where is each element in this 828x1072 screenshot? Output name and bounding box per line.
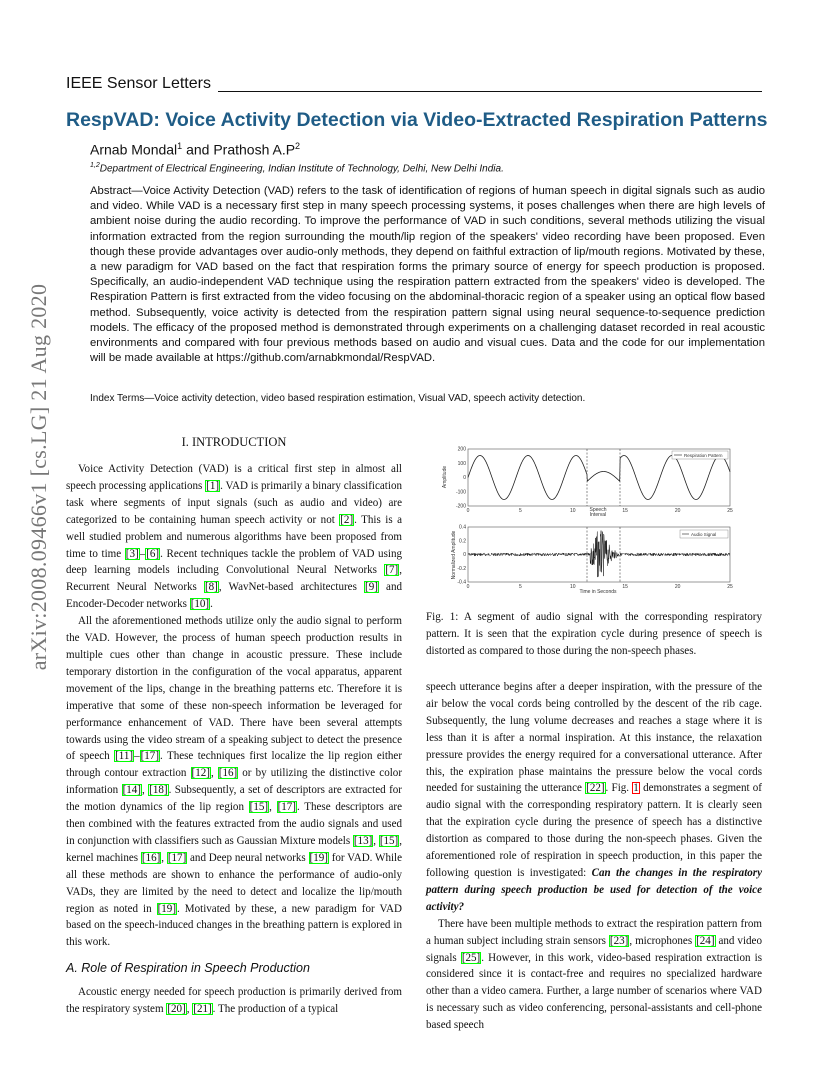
header-rule — [218, 91, 762, 92]
citation-link[interactable]: [21] — [193, 1002, 212, 1015]
citation-link[interactable]: [25] — [461, 951, 481, 964]
respiration-x-tick-label: 5 — [519, 508, 522, 514]
citation-link[interactable]: [13] — [353, 834, 373, 847]
respiration-y-tick-label: 0 — [463, 475, 466, 481]
text: All the aforementioned methods utilize only the audio signal to perform the VAD. However, the process of human speech production results in multiple cues other than change in acoustic pressure. These include temporary distortion in the configuration of the vocal apparatus, apparent movement of the lips, change in the breathing patterns etc. Therefore it is imperative that some of these non-speech information be leveraged for performance enhancement of VAD. There have been several attempts towards using the video stream of a speaking subject to detect the presence of speech — [66, 615, 402, 763]
citation-link[interactable]: [24] — [696, 934, 715, 947]
citation-link[interactable]: [17] — [140, 750, 159, 763]
author-1-sup: 1 — [177, 141, 183, 151]
speech-interval-label-2: Interval — [589, 512, 607, 518]
audio-x-tick-label: 25 — [727, 584, 733, 590]
text: , — [269, 801, 277, 814]
text: – — [134, 750, 140, 763]
text: . Subsequently, a set of descriptors are extracted for the motion dynamics of the lip region — [66, 784, 402, 814]
citation-link[interactable]: [2] — [340, 513, 354, 526]
respiration-ylabel: Amplitude — [442, 465, 448, 489]
text: . — [210, 598, 213, 611]
affiliation — [90, 162, 504, 174]
figure-1-signal-plots — [440, 443, 740, 595]
audio-y-tick-label: -0.2 — [457, 565, 466, 572]
affiliation-sup: 1,2 — [90, 162, 100, 169]
figure-link[interactable]: 1 — [633, 782, 639, 795]
text: , — [373, 834, 379, 847]
citation-link[interactable]: [15] — [379, 834, 399, 847]
paper-title: RespVAD: Voice Activity Detection via Video-Extracted Respiration Patterns — [66, 109, 768, 131]
audio-y-tick-label: -0.4 — [457, 579, 466, 586]
citation-link[interactable]: [17] — [277, 801, 296, 814]
respiration-yticks — [456, 447, 466, 510]
text: . Fig. — [605, 782, 633, 795]
text: , kernel machines — [66, 834, 402, 864]
citation-link[interactable]: [8] — [204, 581, 218, 594]
respiration-legend-label: Respiration Pattern — [684, 453, 723, 458]
citation-link[interactable]: [22] — [586, 782, 605, 795]
respiration-y-tick-label: -100 — [455, 489, 466, 496]
audio-x-tick-label: 0 — [466, 584, 470, 590]
text: . Recent techniques tackle the problem of VAD using deep learning models including Convolutional Neural Networks — [66, 547, 402, 577]
text: , — [141, 784, 149, 797]
audio-x-tick-label: 5 — [519, 584, 522, 590]
author-2-sup: 2 — [295, 141, 301, 151]
citation-link[interactable]: [17] — [167, 851, 187, 864]
citation-link[interactable]: [23] — [609, 934, 629, 947]
author-2: Prathosh A.P — [213, 141, 296, 158]
affiliation-text: Department of Electrical Engineering, Indian Institute of Technology, Delhi, New Delhi India. — [99, 163, 504, 175]
citation-link[interactable]: [12] — [191, 767, 210, 780]
paragraph — [66, 984, 402, 1018]
subsection-heading-role-of-respiration: A. Role of Respiration in Speech Production — [66, 961, 310, 975]
citation-link[interactable]: [19] — [157, 902, 177, 915]
audio-yticks — [457, 525, 466, 586]
citation-link[interactable]: [19] — [309, 851, 328, 864]
audio-panel — [451, 525, 733, 596]
text: . VAD is primarily a binary classification task where segments of input signals (such as audio and video) are categorized to be containing human speech activity or not — [66, 479, 402, 526]
citation-link[interactable]: [11] — [115, 750, 134, 763]
citation-link[interactable]: [7] — [385, 564, 399, 577]
paragraph — [426, 679, 762, 916]
citation-link[interactable]: [15] — [249, 801, 269, 814]
audio-ylabel: Normalized Amplitude — [451, 530, 457, 580]
journal-name: IEEE Sensor Letters — [66, 75, 211, 92]
audio-y-tick-label: 0.4 — [459, 524, 466, 531]
figure-caption: Fig. 1: A segment of audio signal with the corresponding respiratory pattern. It is seen that the expiration cycle during presence of speech is distorted as compared to those during the non-speech phases. — [426, 611, 762, 657]
audio-legend-label: Audio Signal — [691, 532, 717, 537]
audio-x-tick-label: 20 — [674, 584, 681, 590]
authors — [90, 141, 300, 158]
abstract: Abstract—Voice Activity Detection (VAD) refers to the task of identification of regions of human speech in digital signals such as audio and video. While VAD is a necessary first step in many speech processing systems, it poses challenges when there are high levels of ambient noise during the audio recording. To improve the performance of VAD in such conditions, several methods utilizing the visual information extracted from the region surrounding the mouth/lip region of the speakers' video recording have been proposed. Even though these provide advantages over audio-only methods, they depend on faithful extraction of lip/mouth regions. Motivated by these, a new paradigm for VAD based on the fact that respiration forms the primary source of energy for speech production is proposed. Specifically, an audio-independent VAD technique using the respiration pattern extracted from the speakers' video is developed. The Respiration Pattern is first extracted from the video focusing on the abdominal-thoracic region of a speaker using an optical flow based method. Subsequently, voice activity is detected from the respiration pattern signal using neural sequence-to-sequence prediction models. The efficacy of the proposed method is demonstrated through experiments on a challenging dataset recorded in real acoustic environments and compared with four previous methods based on audio and visual cues. Data and the code for our implementation will be made available at https://github.com/arnabkmondal/RespVAD. — [90, 185, 765, 365]
research-question: Can the changes in the respiratory pattern during speech production be used for detection of the voice activity? — [426, 866, 762, 913]
section-heading-introduction: I. INTRODUCTION — [181, 435, 287, 449]
respiration-panel — [442, 447, 733, 519]
respiration-x-tick-label: 0 — [466, 508, 470, 514]
text: , — [186, 1002, 193, 1015]
text: , Recurrent Neural Networks — [66, 564, 402, 594]
audio-xlabel: Time in Seconds — [579, 589, 617, 595]
citation-link[interactable]: [1] — [206, 479, 220, 492]
text: . These techniques first localize the lip region either through contour extraction — [66, 750, 403, 780]
left-column — [66, 461, 402, 951]
text: , — [210, 767, 218, 780]
respiration-y-tick-label: 200 — [457, 446, 466, 453]
index-terms: Index Terms—Voice activity detection, video based respiration estimation, Visual VAD, speech activity detection. — [90, 393, 586, 404]
right-column — [426, 679, 762, 1034]
citation-link[interactable]: [9] — [365, 581, 378, 594]
audio-x-tick-label: 10 — [570, 584, 576, 590]
audio-y-tick-label: 0.2 — [459, 538, 466, 545]
text: Acoustic energy needed for speech production is primarily derived from the respiratory system — [66, 986, 402, 1015]
speech-interval-label: Speech — [589, 507, 607, 513]
paragraph — [66, 613, 402, 951]
text: or by utilizing the distinctive color information — [66, 767, 402, 797]
text: and Deep neural networks — [187, 851, 309, 864]
citation-link[interactable]: [18] — [149, 784, 168, 797]
text: , — [161, 851, 167, 864]
text: Voice Activity Detection (VAD) is a critical first step in almost all speech processing applications — [66, 463, 402, 492]
text: . This is a well studied problem and numerous algorithms have been proposed from time to time — [66, 513, 402, 560]
paragraph — [426, 916, 762, 1034]
audio-y-tick-label: 0 — [463, 552, 466, 558]
text: for VAD. While all these methods are shown to enhance the performance of audio-only VADs, they are limited by the need to detect and localize the lip/mouth region as noted in — [66, 851, 403, 915]
citation-link[interactable]: [14] — [122, 784, 141, 797]
text: . However, in this work, video-based respiration extraction is considered since it is contact-free and requires no specialized hardware other than a video camera. Further, a large number of scenarios where VAD is necessary such as video conferencing, personal-assistants and cell-phone based speech — [426, 951, 762, 1032]
text: There have been multiple methods to extract the respiration pattern from a human subject including strain sensors — [426, 917, 762, 947]
text: , microphones — [629, 934, 696, 947]
respiration-x-tick-label: 20 — [674, 508, 681, 514]
respiration-x-tick-label: 10 — [570, 508, 576, 514]
text: demonstrates a segment of audio signal with the corresponding respiratory pattern. It is clearly seen that the expiration cycle during the presence of speech has a distinctive distortion as compared to those during the non-speech phases. Given the aforementioned role of respiration in speech production, in this paper the following question is investigated: — [426, 782, 762, 879]
citation-link[interactable]: [16] — [218, 767, 238, 780]
respiration-line — [468, 456, 730, 500]
respiration-y-tick-label: -200 — [455, 503, 466, 510]
text: . Motivated by these, a new paradigm for VAD based on the speech-induced changes in the breathing pattern is explored in this work. — [66, 902, 402, 949]
text: and video signals — [426, 934, 762, 964]
respiration-x-tick-label: 25 — [727, 508, 733, 514]
left-column-continued — [66, 984, 402, 1018]
paragraph — [66, 461, 402, 613]
citation-link[interactable]: [20] — [167, 1002, 186, 1015]
citation-link[interactable]: [6] — [146, 547, 160, 560]
audio-x-tick-label: 15 — [622, 584, 628, 590]
citation-link[interactable]: [10] — [190, 598, 210, 611]
text: speech utterance begins after a deeper inspiration, with the pressure of the air below the vocal cords being controlled by the descent of the rib cage. Subsequently, the lung volume decreases and reaches a stage where it is less than it is after a normal inspiration. At this instance, the relaxation pressure provides the energy required for a conversational utterance. After this, the expiration phase maintains the pressure below the vocal cords needed for sustaining the utterance — [426, 681, 762, 795]
text: . These descriptors are then combined with the features extracted from the audio signals and used in conjunction with classifiers such as Gaussian Mixture models — [66, 801, 402, 847]
text: . The production of a typical — [212, 1002, 339, 1015]
arxiv-identifier: arXiv:2008.09466v1 [cs.LG] 21 Aug 2020 — [26, 283, 51, 671]
citation-link[interactable]: [3] — [125, 547, 139, 560]
text: , WavNet-based architectures — [218, 581, 365, 594]
text: and Encoder-Decoder networks — [66, 581, 402, 611]
authors-and: and — [182, 141, 214, 158]
text: – — [139, 547, 146, 560]
citation-link[interactable]: [16] — [141, 851, 161, 864]
author-1: Arnab Mondal — [90, 141, 178, 158]
respiration-x-tick-label: 15 — [622, 508, 628, 514]
respiration-y-tick-label: 100 — [457, 460, 466, 467]
